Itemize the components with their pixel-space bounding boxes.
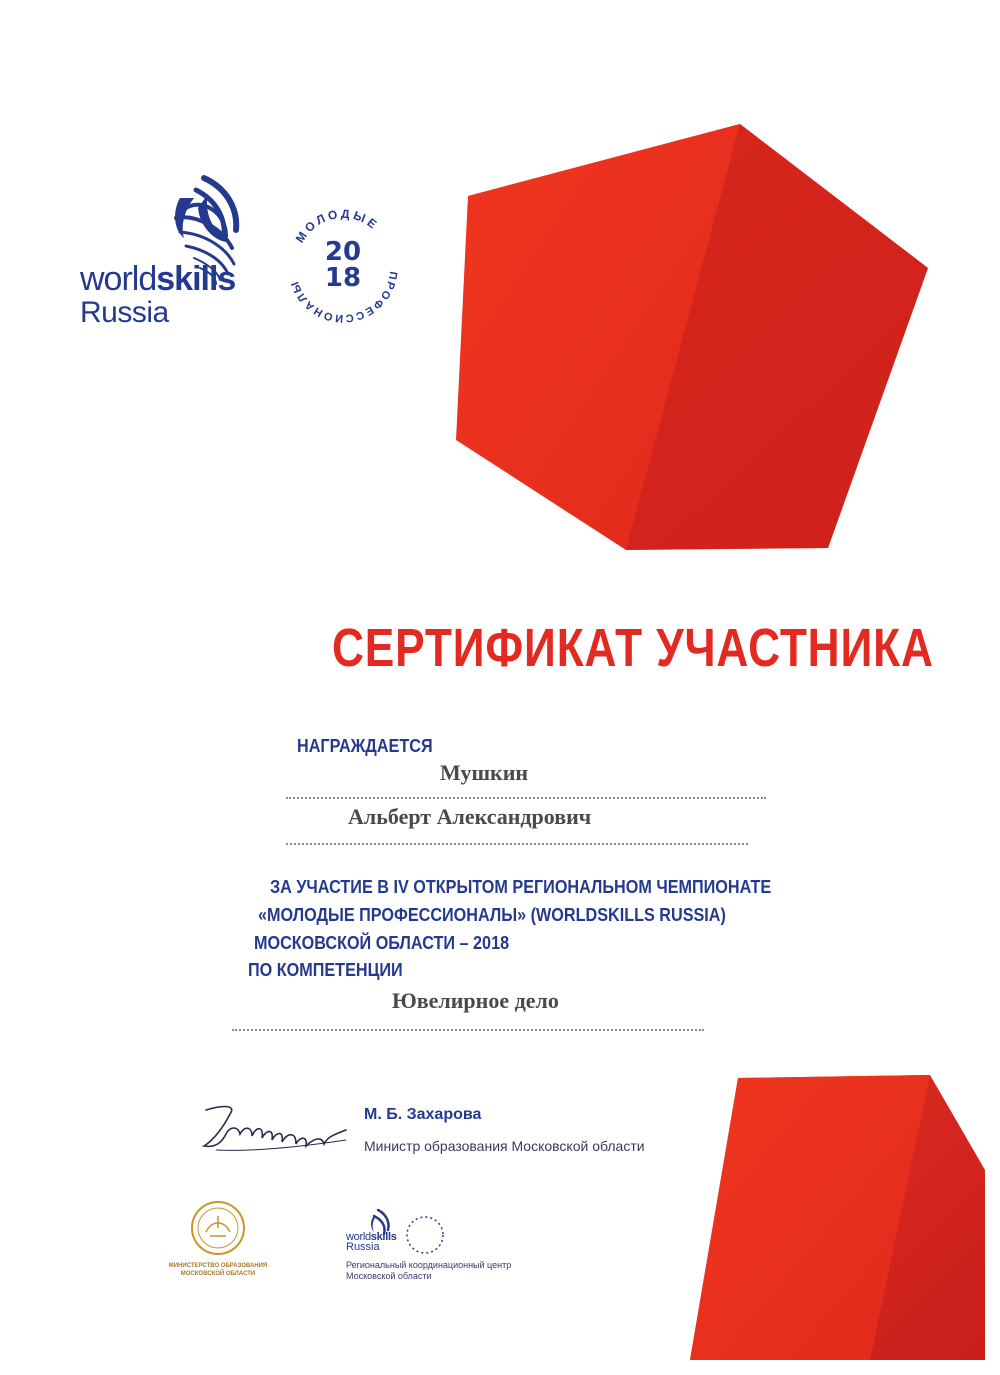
svg-text:МОЛОДЫЕ: МОЛОДЫЕ: [292, 206, 382, 246]
signatory-name: М. Б. Захарова: [364, 1106, 482, 1123]
regional-center-caption: Региональный координационный центр Московской области: [346, 1260, 512, 1281]
awarded-label: НАГРАЖДАЕТСЯ: [297, 736, 433, 756]
handwritten-signature: [196, 1096, 356, 1156]
recipient-given-names: Альберт Александрович: [348, 804, 592, 829]
worldskills-wordmark: worldskills: [80, 260, 236, 298]
dotted-line: [286, 843, 748, 845]
ministry-caption: МИНИСТЕРСТВО ОБРАЗОВАНИЯ МОСКОВСКОЙ ОБЛАСТИ: [168, 1263, 268, 1277]
dotted-line: [286, 797, 766, 799]
participation-line-4: ПО КОМПЕТЕНЦИИ: [248, 960, 403, 980]
badge-year-top: 20: [324, 237, 362, 267]
recipient-surname: Мушкин: [440, 760, 529, 785]
certificate-title: СЕРТИФИКАТ УЧАСТНИКА: [332, 618, 934, 678]
worldskills-small-wordmark: worldskills: [346, 1231, 397, 1243]
signatory-role: Министр образования Московской области: [364, 1138, 645, 1154]
young-professionals-badge-icon: [278, 198, 408, 328]
ministry-emblem-icon: [188, 1198, 248, 1258]
worldskills-russia-wordmark: Russia: [80, 296, 169, 329]
young-professionals-small-badge-icon: [402, 1212, 448, 1258]
competency-name: Ювелирное дело: [392, 988, 559, 1013]
badge-year-bottom: 18: [324, 263, 362, 293]
dotted-line: [232, 1029, 704, 1031]
participation-line-3: МОСКОВСКОЙ ОБЛАСТИ – 2018: [254, 933, 510, 953]
participation-line-1: ЗА УЧАСТИЕ В IV ОТКРЫТОМ РЕГИОНАЛЬНОМ ЧЕМПИОНАТЕ: [270, 877, 772, 897]
worldskills-small-russia: Russia: [346, 1241, 380, 1253]
participation-line-2: «МОЛОДЫЕ ПРОФЕССИОНАЛЫ» (WORLDSKILLS RUSSIA): [258, 905, 726, 925]
svg-text:ПРОФЕССИОНАЛЫ: ПРОФЕССИОНАЛЫ: [288, 270, 400, 325]
